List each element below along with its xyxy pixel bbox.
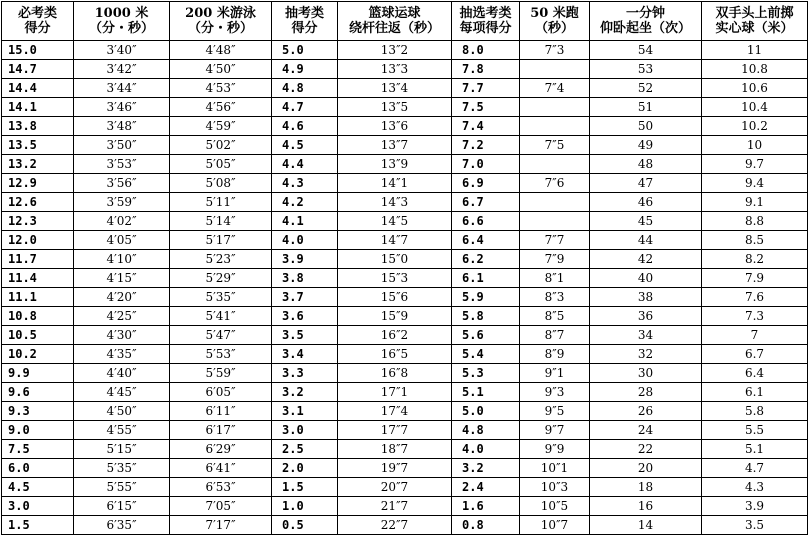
table-cell: 13″5 [338, 98, 452, 117]
table-cell: 5′08″ [170, 174, 272, 193]
table-cell: 19″7 [338, 459, 452, 478]
table-cell: 13.8 [2, 117, 74, 136]
table-cell: 14.1 [2, 98, 74, 117]
table-cell: 8.8 [702, 212, 808, 231]
table-cell: 11.1 [2, 288, 74, 307]
table-cell: 10″5 [520, 497, 590, 516]
table-cell: 0.5 [272, 516, 338, 535]
table-row [2, 60, 808, 79]
table-cell: 10″7 [520, 516, 590, 535]
table-cell: 34 [590, 326, 702, 345]
table-cell: 4.0 [452, 440, 520, 459]
table-cell: 7″6 [520, 174, 590, 193]
table-row [2, 212, 808, 231]
table-cell: 13″3 [338, 60, 452, 79]
table-cell: 3′56″ [74, 174, 170, 193]
table-cell: 9″9 [520, 440, 590, 459]
table-row [2, 345, 808, 364]
table-cell: 49 [590, 136, 702, 155]
header-required-score: 必考类 得分 [2, 2, 74, 41]
table-cell: 10.5 [2, 326, 74, 345]
header-situps: 一分钟 仰卧起坐（次） [590, 2, 702, 41]
table-cell: 18 [590, 478, 702, 497]
table-cell: 4.7 [272, 98, 338, 117]
table-cell: 28 [590, 383, 702, 402]
table-cell: 32 [590, 345, 702, 364]
table-cell: 5′55″ [74, 478, 170, 497]
table-row [2, 98, 808, 117]
table-row [2, 269, 808, 288]
table-cell: 13.2 [2, 155, 74, 174]
table-cell: 3.8 [272, 269, 338, 288]
table-row [2, 117, 808, 136]
table-cell: 6.6 [452, 212, 520, 231]
table-cell: 51 [590, 98, 702, 117]
table-row [2, 402, 808, 421]
table-cell: 4.1 [272, 212, 338, 231]
table-row [2, 174, 808, 193]
table-cell: 22 [590, 440, 702, 459]
table-cell [520, 98, 590, 117]
header-medicine-ball: 双手头上前掷 实心球（米） [702, 2, 808, 41]
table-cell: 12.9 [2, 174, 74, 193]
table-cell: 4′53″ [170, 79, 272, 98]
table-cell: 1.5 [272, 478, 338, 497]
table-cell: 1.5 [2, 516, 74, 535]
header-1000m: 1000 米 （分・秒） [74, 2, 170, 41]
table-cell: 13″9 [338, 155, 452, 174]
table-cell: 20″7 [338, 478, 452, 497]
table-cell: 44 [590, 231, 702, 250]
table-cell: 6′11″ [170, 402, 272, 421]
table-cell: 5.1 [702, 440, 808, 459]
table-cell: 3.2 [272, 383, 338, 402]
table-cell: 5′35″ [170, 288, 272, 307]
table-row [2, 516, 808, 535]
table-cell: 10.8 [2, 307, 74, 326]
table-cell: 14″1 [338, 174, 452, 193]
table-cell: 5′41″ [170, 307, 272, 326]
table-cell: 7.0 [452, 155, 520, 174]
table-cell: 11 [702, 41, 808, 60]
table-cell: 15″9 [338, 307, 452, 326]
table-cell: 4.2 [272, 193, 338, 212]
table-cell: 17″7 [338, 421, 452, 440]
table-cell: 2.5 [272, 440, 338, 459]
table-cell: 12.6 [2, 193, 74, 212]
table-cell: 6.9 [452, 174, 520, 193]
table-cell: 6′05″ [170, 383, 272, 402]
table-cell: 16″8 [338, 364, 452, 383]
table-cell: 4.8 [272, 79, 338, 98]
table-cell: 52 [590, 79, 702, 98]
table-cell: 9.7 [702, 155, 808, 174]
table-cell: 9.1 [702, 193, 808, 212]
table-cell: 4.4 [272, 155, 338, 174]
table-cell: 1.0 [272, 497, 338, 516]
table-cell: 15″6 [338, 288, 452, 307]
table-cell: 6.7 [452, 193, 520, 212]
table-cell: 5.4 [452, 345, 520, 364]
table-cell: 9″1 [520, 364, 590, 383]
table-row [2, 155, 808, 174]
table-cell: 15″3 [338, 269, 452, 288]
table-cell: 8″1 [520, 269, 590, 288]
table-cell: 5.8 [702, 402, 808, 421]
header-elective-score: 抽选考类 每项得分 [452, 2, 520, 41]
table-cell: 5′23″ [170, 250, 272, 269]
table-cell: 2.0 [272, 459, 338, 478]
table-cell: 4.6 [272, 117, 338, 136]
table-cell: 4′50″ [170, 60, 272, 79]
table-row [2, 459, 808, 478]
table-row [2, 250, 808, 269]
table-cell: 2.4 [452, 478, 520, 497]
table-cell: 45 [590, 212, 702, 231]
table-cell: 6.4 [452, 231, 520, 250]
table-cell: 17″1 [338, 383, 452, 402]
table-cell: 13″6 [338, 117, 452, 136]
table-cell: 6′15″ [74, 497, 170, 516]
table-cell: 26 [590, 402, 702, 421]
table-cell: 53 [590, 60, 702, 79]
table-cell: 6.1 [452, 269, 520, 288]
table-cell: 6.0 [2, 459, 74, 478]
table-cell: 4′30″ [74, 326, 170, 345]
table-row [2, 364, 808, 383]
table-cell: 16 [590, 497, 702, 516]
table-cell: 4.0 [272, 231, 338, 250]
table-cell: 7″3 [520, 41, 590, 60]
table-cell: 9″3 [520, 383, 590, 402]
table-cell: 4.8 [452, 421, 520, 440]
table-cell: 9″7 [520, 421, 590, 440]
table-cell: 7′17″ [170, 516, 272, 535]
table-cell: 3.9 [702, 497, 808, 516]
table-cell: 30 [590, 364, 702, 383]
table-cell: 0.8 [452, 516, 520, 535]
table-cell: 5.3 [452, 364, 520, 383]
table-cell: 5′15″ [74, 440, 170, 459]
table-cell: 47 [590, 174, 702, 193]
table-cell: 3.4 [272, 345, 338, 364]
table-cell: 3′48″ [74, 117, 170, 136]
table-cell: 8″5 [520, 307, 590, 326]
table-cell: 4′05″ [74, 231, 170, 250]
table-cell: 7″5 [520, 136, 590, 155]
table-cell: 14 [590, 516, 702, 535]
table-row [2, 193, 808, 212]
table-row [2, 79, 808, 98]
table-cell: 6′17″ [170, 421, 272, 440]
table-cell: 4′25″ [74, 307, 170, 326]
table-cell [520, 212, 590, 231]
table-cell: 7″7 [520, 231, 590, 250]
table-cell: 3.5 [272, 326, 338, 345]
table-cell: 7.3 [702, 307, 808, 326]
table-cell: 5′02″ [170, 136, 272, 155]
table-cell: 21″7 [338, 497, 452, 516]
table-cell: 40 [590, 269, 702, 288]
table-cell: 15.0 [2, 41, 74, 60]
table-cell: 9.4 [702, 174, 808, 193]
table-cell: 4.5 [2, 478, 74, 497]
table-cell: 11.4 [2, 269, 74, 288]
table-cell: 3.2 [452, 459, 520, 478]
table-cell: 3.0 [2, 497, 74, 516]
table-cell: 8″9 [520, 345, 590, 364]
table-cell: 5′35″ [74, 459, 170, 478]
table-cell: 5.8 [452, 307, 520, 326]
table-cell: 8.5 [702, 231, 808, 250]
table-cell: 48 [590, 155, 702, 174]
table-cell: 50 [590, 117, 702, 136]
table-cell: 3′42″ [74, 60, 170, 79]
table-cell: 3′44″ [74, 79, 170, 98]
table-cell [520, 117, 590, 136]
table-cell: 10.6 [702, 79, 808, 98]
table-cell: 14.4 [2, 79, 74, 98]
table-cell: 4′56″ [170, 98, 272, 117]
header-sample-score: 抽考类 得分 [272, 2, 338, 41]
table-cell: 13″2 [338, 41, 452, 60]
table-row [2, 383, 808, 402]
table-cell: 4.9 [272, 60, 338, 79]
table-cell: 5′53″ [170, 345, 272, 364]
table-cell: 4′35″ [74, 345, 170, 364]
table-cell: 4′10″ [74, 250, 170, 269]
table-cell: 5′05″ [170, 155, 272, 174]
table-cell: 16″5 [338, 345, 452, 364]
table-cell: 7.5 [2, 440, 74, 459]
table-row [2, 421, 808, 440]
table-cell: 9.0 [2, 421, 74, 440]
table-cell: 24 [590, 421, 702, 440]
table-cell: 14.7 [2, 60, 74, 79]
table-cell: 14″3 [338, 193, 452, 212]
table-cell: 7′05″ [170, 497, 272, 516]
table-cell: 4′45″ [74, 383, 170, 402]
table-cell: 6′29″ [170, 440, 272, 459]
table-cell: 3′59″ [74, 193, 170, 212]
table-cell: 16″2 [338, 326, 452, 345]
table-cell: 8.0 [452, 41, 520, 60]
table-row [2, 231, 808, 250]
table-cell: 7.4 [452, 117, 520, 136]
table-cell: 3.1 [272, 402, 338, 421]
table-cell: 5.6 [452, 326, 520, 345]
table-cell [520, 60, 590, 79]
table-cell: 54 [590, 41, 702, 60]
header-basketball-dribble: 篮球运球 绕杆往返（秒） [338, 2, 452, 41]
table-cell: 5.0 [452, 402, 520, 421]
header-row [2, 2, 808, 41]
table-cell: 8″3 [520, 288, 590, 307]
table-cell: 9.3 [2, 402, 74, 421]
table-cell: 5.0 [272, 41, 338, 60]
table-cell: 10.2 [2, 345, 74, 364]
table-cell: 14″7 [338, 231, 452, 250]
score-table [1, 1, 808, 535]
table-cell: 3′53″ [74, 155, 170, 174]
table-cell: 9″5 [520, 402, 590, 421]
table-cell: 3′50″ [74, 136, 170, 155]
table-cell: 42 [590, 250, 702, 269]
table-cell: 6.7 [702, 345, 808, 364]
table-cell: 3.3 [272, 364, 338, 383]
table-cell: 7.8 [452, 60, 520, 79]
table-cell: 14″5 [338, 212, 452, 231]
table-body [2, 41, 808, 535]
table-cell: 10.4 [702, 98, 808, 117]
table-cell: 3.0 [272, 421, 338, 440]
table-cell: 7 [702, 326, 808, 345]
table-cell: 4′59″ [170, 117, 272, 136]
table-cell: 6′35″ [74, 516, 170, 535]
table-cell: 10″3 [520, 478, 590, 497]
table-cell: 4′50″ [74, 402, 170, 421]
table-cell: 7.5 [452, 98, 520, 117]
table-cell: 4′40″ [74, 364, 170, 383]
table-cell: 13″7 [338, 136, 452, 155]
table-cell: 10″1 [520, 459, 590, 478]
table-cell: 5′47″ [170, 326, 272, 345]
table-cell: 13″4 [338, 79, 452, 98]
table-cell: 3.7 [272, 288, 338, 307]
table-cell: 7.2 [452, 136, 520, 155]
header-50m-run: 50 米跑 （秒） [520, 2, 590, 41]
table-cell: 3′40″ [74, 41, 170, 60]
table-cell: 4.5 [272, 136, 338, 155]
table-cell: 8.2 [702, 250, 808, 269]
table-cell: 36 [590, 307, 702, 326]
table-cell: 8″7 [520, 326, 590, 345]
table-cell: 12.3 [2, 212, 74, 231]
table-row [2, 497, 808, 516]
table-cell: 15″0 [338, 250, 452, 269]
table-row [2, 136, 808, 155]
table-cell: 38 [590, 288, 702, 307]
table-row [2, 326, 808, 345]
table-cell: 7.9 [702, 269, 808, 288]
table-cell: 5′29″ [170, 269, 272, 288]
table-cell: 6.2 [452, 250, 520, 269]
table-row [2, 307, 808, 326]
table-cell: 9.9 [2, 364, 74, 383]
table-cell: 1.6 [452, 497, 520, 516]
table-row [2, 41, 808, 60]
table-cell: 3.6 [272, 307, 338, 326]
header-200m-swim: 200 米游泳 （分・秒） [170, 2, 272, 41]
table-cell: 7.7 [452, 79, 520, 98]
table-row [2, 478, 808, 497]
table-row [2, 440, 808, 459]
table-cell: 5.9 [452, 288, 520, 307]
table-cell: 4′15″ [74, 269, 170, 288]
table-cell: 4.7 [702, 459, 808, 478]
table-row [2, 288, 808, 307]
table-cell: 6.4 [702, 364, 808, 383]
table-cell: 6′53″ [170, 478, 272, 497]
table-cell: 12.0 [2, 231, 74, 250]
table-cell: 5.5 [702, 421, 808, 440]
table-cell: 10 [702, 136, 808, 155]
table-cell: 4′20″ [74, 288, 170, 307]
table-cell: 10.8 [702, 60, 808, 79]
table-cell: 18″7 [338, 440, 452, 459]
table-cell: 3.9 [272, 250, 338, 269]
table-cell: 6.1 [702, 383, 808, 402]
table-cell: 5′11″ [170, 193, 272, 212]
table-cell: 4.3 [702, 478, 808, 497]
table-cell: 6′41″ [170, 459, 272, 478]
table-cell: 5′59″ [170, 364, 272, 383]
table-cell: 9.6 [2, 383, 74, 402]
table-cell: 4.3 [272, 174, 338, 193]
table-cell: 4′02″ [74, 212, 170, 231]
table-cell: 4′55″ [74, 421, 170, 440]
table-cell: 11.7 [2, 250, 74, 269]
table-cell: 5′17″ [170, 231, 272, 250]
table-cell [520, 193, 590, 212]
table-cell: 5′14″ [170, 212, 272, 231]
table-cell: 20 [590, 459, 702, 478]
table-cell: 13.5 [2, 136, 74, 155]
table-cell: 10.2 [702, 117, 808, 136]
table-cell: 7″4 [520, 79, 590, 98]
table-cell: 5.1 [452, 383, 520, 402]
table-cell: 7.6 [702, 288, 808, 307]
table-cell: 46 [590, 193, 702, 212]
table-cell: 7″9 [520, 250, 590, 269]
table-cell: 17″4 [338, 402, 452, 421]
table-cell [520, 155, 590, 174]
table-cell: 3′46″ [74, 98, 170, 117]
table-cell: 3.5 [702, 516, 808, 535]
table-cell: 22″7 [338, 516, 452, 535]
table-cell: 4′48″ [170, 41, 272, 60]
